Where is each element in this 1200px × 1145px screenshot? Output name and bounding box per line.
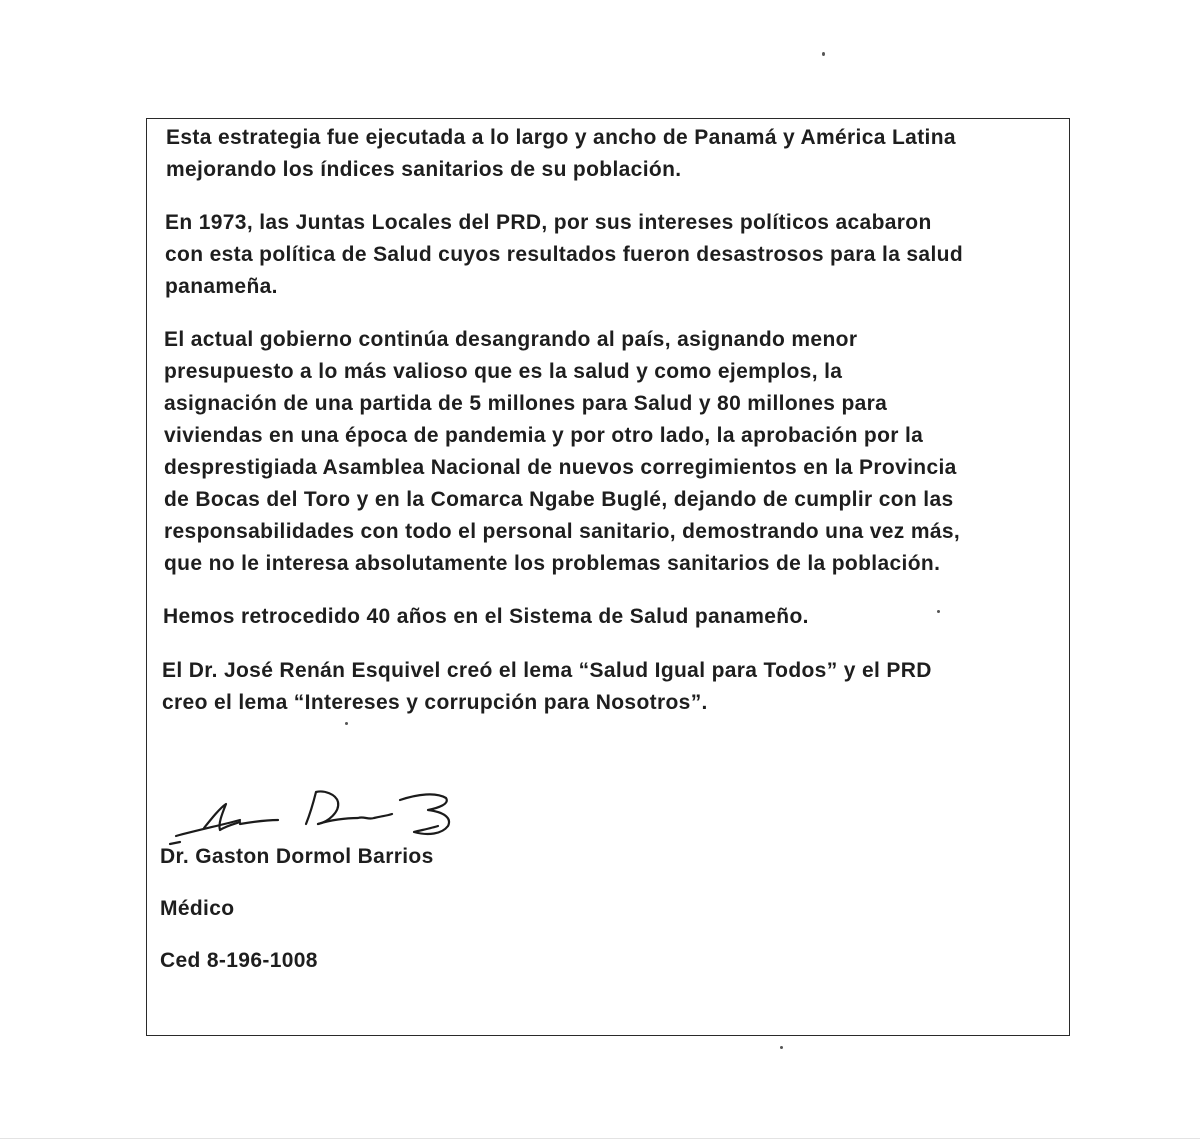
paragraph-line: viviendas en una época de pandemia y por otro lado, la aprobación por la — [164, 424, 924, 447]
paragraph-5 — [162, 655, 932, 719]
paragraph-line: de Bocas del Toro y en la Comarca Ngabe Buglé, dejando de cumplir con las — [164, 488, 954, 511]
paragraph-line: asignación de una partida de 5 millones para Salud y 80 millones para — [164, 392, 888, 415]
signer-id-number: Ced 8-196-1008 — [160, 949, 318, 972]
paragraph-line: El Dr. José Renán Esquivel creó el lema “Salud Igual para Todos” y el PRD — [162, 659, 932, 682]
paragraph-1 — [166, 122, 956, 186]
scan-speck — [345, 722, 348, 725]
paragraph-line: con esta política de Salud cuyos resultados fueron desastrosos para la salud — [165, 243, 964, 266]
paragraph-line: El actual gobierno continúa desangrando al país, asignando menor — [164, 328, 858, 351]
paragraph-line: panameña. — [165, 275, 278, 298]
paragraph-3 — [164, 324, 960, 580]
signer-name: Dr. Gaston Dormol Barrios — [160, 845, 434, 868]
paragraph-line: En 1973, las Juntas Locales del PRD, por sus intereses políticos acabaron — [165, 211, 932, 234]
scan-speck — [780, 1046, 783, 1049]
paragraph-line: desprestigiada Asamblea Nacional de nuevos corregimientos en la Provincia — [164, 456, 957, 479]
paragraph-line: responsabilidades con todo el personal sanitario, demostrando una vez más, — [164, 520, 961, 543]
paragraph-line: presupuesto a lo más valioso que es la salud y como ejemplos, la — [164, 360, 843, 383]
page-edge — [0, 1138, 1200, 1139]
signer-profession: Médico — [160, 897, 235, 920]
paragraph-line: que no le interesa absolutamente los problemas sanitarios de la población. — [164, 552, 941, 575]
scan-speck — [937, 610, 940, 613]
handwritten-signature — [168, 780, 478, 850]
scan-speck — [822, 52, 825, 56]
paragraph-line: mejorando los índices sanitarios de su población. — [166, 158, 682, 181]
paragraph-line: Esta estrategia fue ejecutada a lo largo y ancho de Panamá y América Latina — [166, 126, 956, 149]
paragraph-line: creo el lema “Intereses y corrupción para Nosotros”. — [162, 691, 708, 714]
paragraph-line: Hemos retrocedido 40 años en el Sistema de Salud panameño. — [163, 605, 809, 628]
paragraph-2 — [165, 207, 963, 303]
paragraph-4 — [163, 601, 809, 633]
